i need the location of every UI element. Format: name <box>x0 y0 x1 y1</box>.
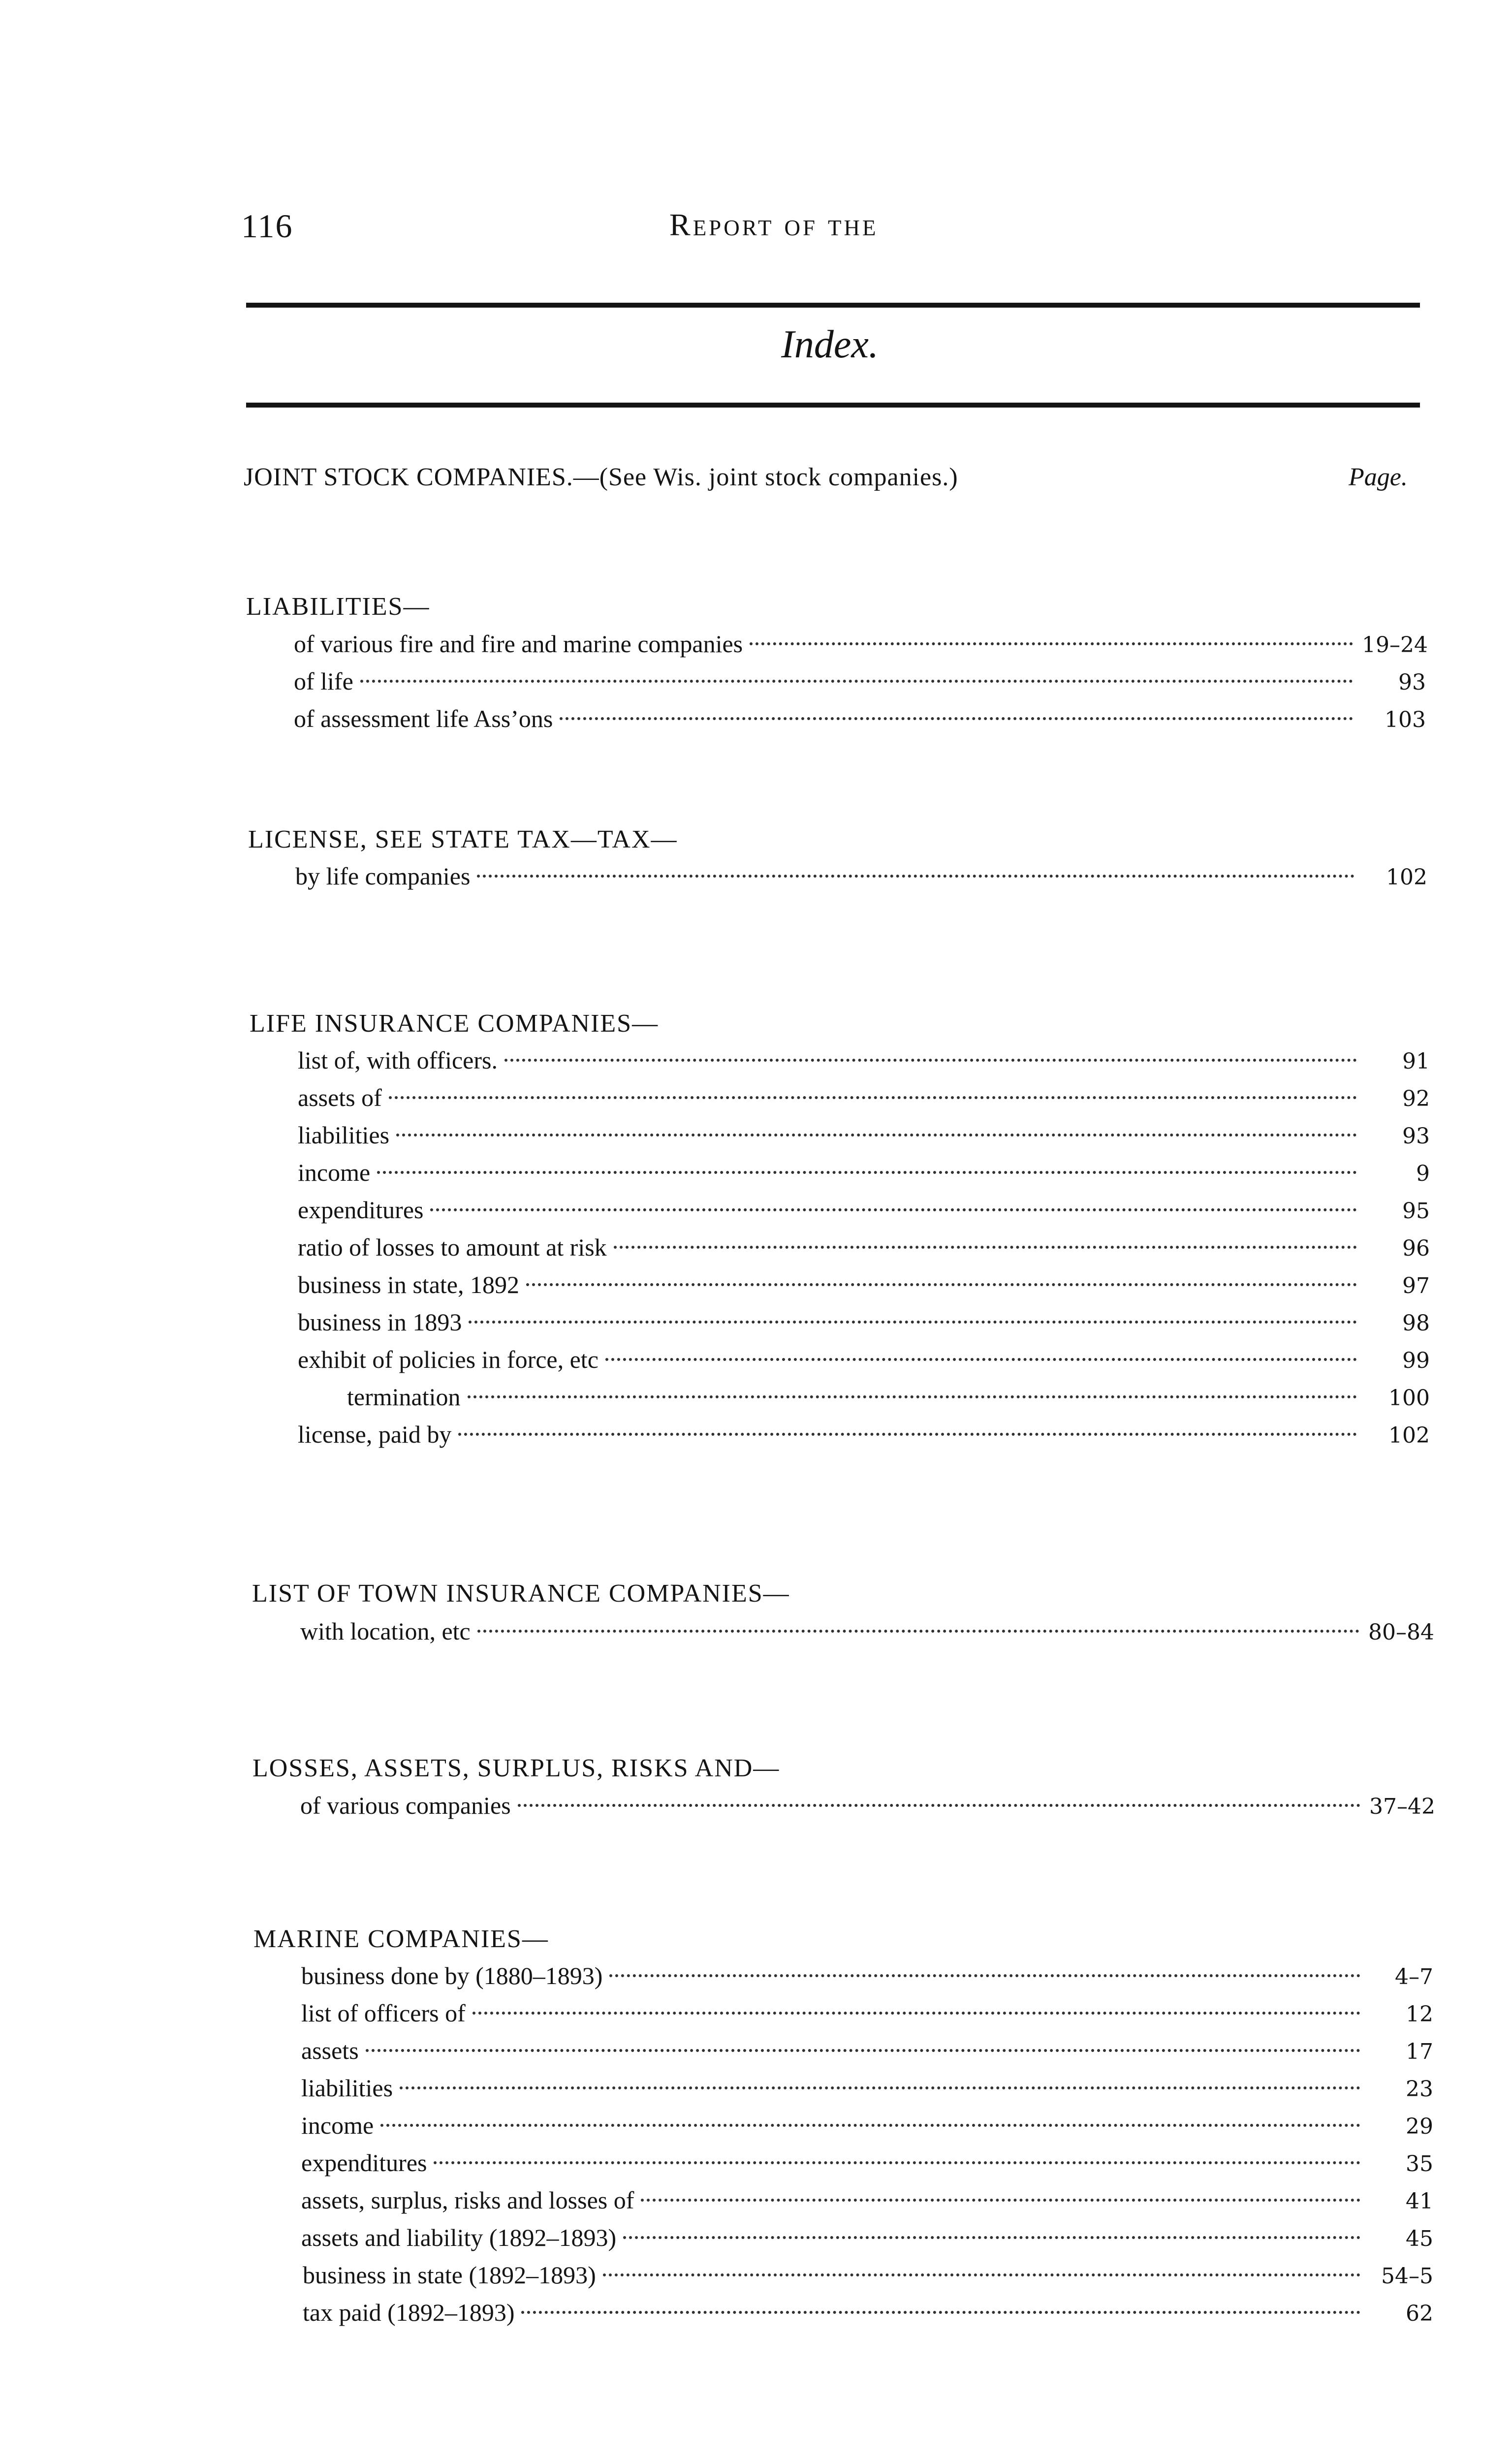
entry-page: 98 <box>1402 1311 1430 1336</box>
entry-text: of various fire and fire and marine companies <box>294 630 743 658</box>
dot-leader <box>430 1208 1357 1211</box>
dot-leader <box>468 1395 1357 1398</box>
dot-leader <box>603 2273 1360 2276</box>
entry-page: 95 <box>1402 1199 1430 1224</box>
entry-page: 99 <box>1402 1348 1430 1373</box>
entry-text: ratio of losses to amount at risk <box>298 1233 607 1261</box>
dot-leader <box>750 642 1353 645</box>
entry-page: 96 <box>1402 1236 1430 1261</box>
entry-text: income <box>298 1159 371 1186</box>
dot-leader <box>560 717 1353 720</box>
section-heading: LIABILITIES— <box>246 593 430 621</box>
entry-page: 41 <box>1406 2189 1433 2214</box>
section-heading: LOSSES, ASSETS, SURPLUS, RISKS AND— <box>252 1754 780 1782</box>
entry-text: liabilities <box>301 2074 393 2102</box>
entry-page: 92 <box>1402 1086 1430 1111</box>
dot-leader <box>641 2199 1360 2202</box>
entry-page: 12 <box>1406 2002 1433 2027</box>
section-heading: LICENSE, SEE STATE TAX—TAX— <box>248 825 678 853</box>
index-entry <box>301 2181 1433 2219</box>
entry-text: assets, surplus, risks and losses of <box>301 2186 634 2214</box>
entry-text: business in 1893 <box>298 1308 462 1336</box>
entry-page: 80–84 <box>1368 1620 1434 1645</box>
entry-page: 4–7 <box>1395 1964 1433 1989</box>
entry-text: assets of <box>298 1084 382 1111</box>
entry-text: expenditures <box>301 2149 427 2177</box>
index-entry <box>347 1378 1430 1416</box>
index-entry <box>298 1041 1430 1079</box>
index-entry <box>301 2069 1433 2107</box>
entry-page: 100 <box>1388 1386 1430 1411</box>
index-entry <box>298 1116 1430 1154</box>
entry-text: by life companies <box>295 862 471 890</box>
entry-page: 45 <box>1406 2226 1433 2251</box>
entry-text: income <box>301 2112 374 2139</box>
dot-leader <box>377 1171 1357 1174</box>
entry-page: 97 <box>1402 1273 1430 1298</box>
index-entry <box>301 1957 1433 1994</box>
dot-leader <box>477 1630 1359 1633</box>
entry-text: assets <box>301 2037 359 2064</box>
dot-leader <box>521 2311 1360 2314</box>
index-entry <box>301 2219 1433 2256</box>
dot-leader <box>623 2236 1360 2239</box>
page-number: 116 <box>241 207 293 245</box>
entry-page: 62 <box>1406 2301 1433 2326</box>
entry-page: 102 <box>1386 865 1427 890</box>
dot-leader <box>458 1433 1357 1436</box>
section-heading: LIFE INSURANCE COMPANIES— <box>250 1010 659 1038</box>
entry-text: business done by (1880–1893) <box>301 1962 603 1989</box>
dot-leader <box>396 1134 1357 1136</box>
dot-leader <box>469 1321 1357 1324</box>
dot-leader <box>609 1974 1360 1977</box>
index-entry <box>301 2144 1433 2181</box>
index-entry <box>303 2294 1433 2331</box>
entry-page: 93 <box>1398 670 1426 695</box>
index-entry <box>298 1079 1430 1116</box>
index-entry <box>298 1341 1430 1378</box>
entry-text: liabilities <box>298 1121 390 1149</box>
page-column-label: Page. <box>1349 463 1408 491</box>
index-entry <box>301 2032 1433 2069</box>
entry-text: business in state (1892–1893) <box>303 2261 596 2289</box>
dot-leader <box>400 2086 1360 2089</box>
index-entry <box>301 1994 1433 2032</box>
entry-text: tax paid (1892–1893) <box>303 2299 515 2326</box>
entry-page: 93 <box>1402 1124 1430 1149</box>
dot-leader <box>614 1246 1357 1249</box>
dot-leader <box>526 1283 1357 1286</box>
entry-text: exhibit of policies in force, etc <box>298 1346 598 1373</box>
dot-leader <box>472 2012 1360 2015</box>
running-title: Report of the <box>669 207 879 242</box>
index-entry <box>295 857 1427 895</box>
entry-text: expenditures <box>298 1196 424 1224</box>
entry-text: license, paid by <box>298 1420 452 1448</box>
entry-text: list of, with officers. <box>298 1046 498 1074</box>
entry-page: 17 <box>1406 2039 1433 2064</box>
index-entry <box>301 2107 1433 2144</box>
entry-page: 23 <box>1406 2077 1433 2102</box>
entry-page: 102 <box>1388 1423 1430 1448</box>
entry-text: of assessment life Ass’ons <box>294 705 553 732</box>
index-entry <box>298 1416 1430 1453</box>
section-heading: MARINE COMPANIES— <box>253 1925 549 1953</box>
index-entry <box>298 1229 1430 1266</box>
running-head <box>0 207 1512 251</box>
dot-leader <box>366 2049 1360 2052</box>
entry-text: of various companies <box>300 1792 511 1819</box>
joint-stock-entry: JOINT STOCK COMPANIES.—(See Wis. joint stock companies.) <box>244 463 958 491</box>
entry-text: business in state, 1892 <box>298 1271 519 1298</box>
index-entry <box>300 1612 1432 1650</box>
entry-text: assets and liability (1892–1893) <box>301 2224 617 2251</box>
index-entry <box>303 2256 1433 2294</box>
dot-leader <box>518 1804 1360 1807</box>
entry-text: termination <box>347 1383 461 1411</box>
dot-leader <box>504 1059 1357 1062</box>
dot-leader <box>605 1358 1357 1361</box>
index-entry <box>298 1266 1430 1303</box>
entry-page: 103 <box>1385 707 1426 732</box>
dot-leader <box>360 680 1353 683</box>
section-heading: LIST OF TOWN INSURANCE COMPANIES— <box>252 1579 790 1608</box>
index-entry <box>298 1303 1430 1341</box>
entry-page: 35 <box>1406 2151 1433 2177</box>
entry-text: list of officers of <box>301 1999 466 2027</box>
dot-leader <box>477 875 1354 878</box>
index-entry <box>294 663 1426 700</box>
index-entry <box>298 1191 1430 1229</box>
entry-page: 54–5 <box>1381 2264 1433 2289</box>
entry-text: of life <box>294 667 353 695</box>
entry-page: 29 <box>1406 2114 1433 2139</box>
index-entry <box>298 1154 1430 1191</box>
dot-leader <box>434 2161 1360 2164</box>
index-entry <box>294 700 1426 737</box>
entry-page: 91 <box>1402 1049 1430 1074</box>
entry-text: with location, etc <box>300 1617 471 1645</box>
dot-leader <box>389 1096 1357 1099</box>
bottom-rule <box>246 403 1420 408</box>
section-title: Index. <box>781 323 879 366</box>
entry-page: 37–42 <box>1369 1794 1435 1819</box>
index-entry <box>294 625 1426 663</box>
dot-leader <box>380 2124 1360 2127</box>
entry-page: 19–24 <box>1362 632 1428 658</box>
top-rule <box>246 303 1420 308</box>
index-entry <box>300 1787 1433 1824</box>
entry-page: 9 <box>1416 1161 1430 1186</box>
